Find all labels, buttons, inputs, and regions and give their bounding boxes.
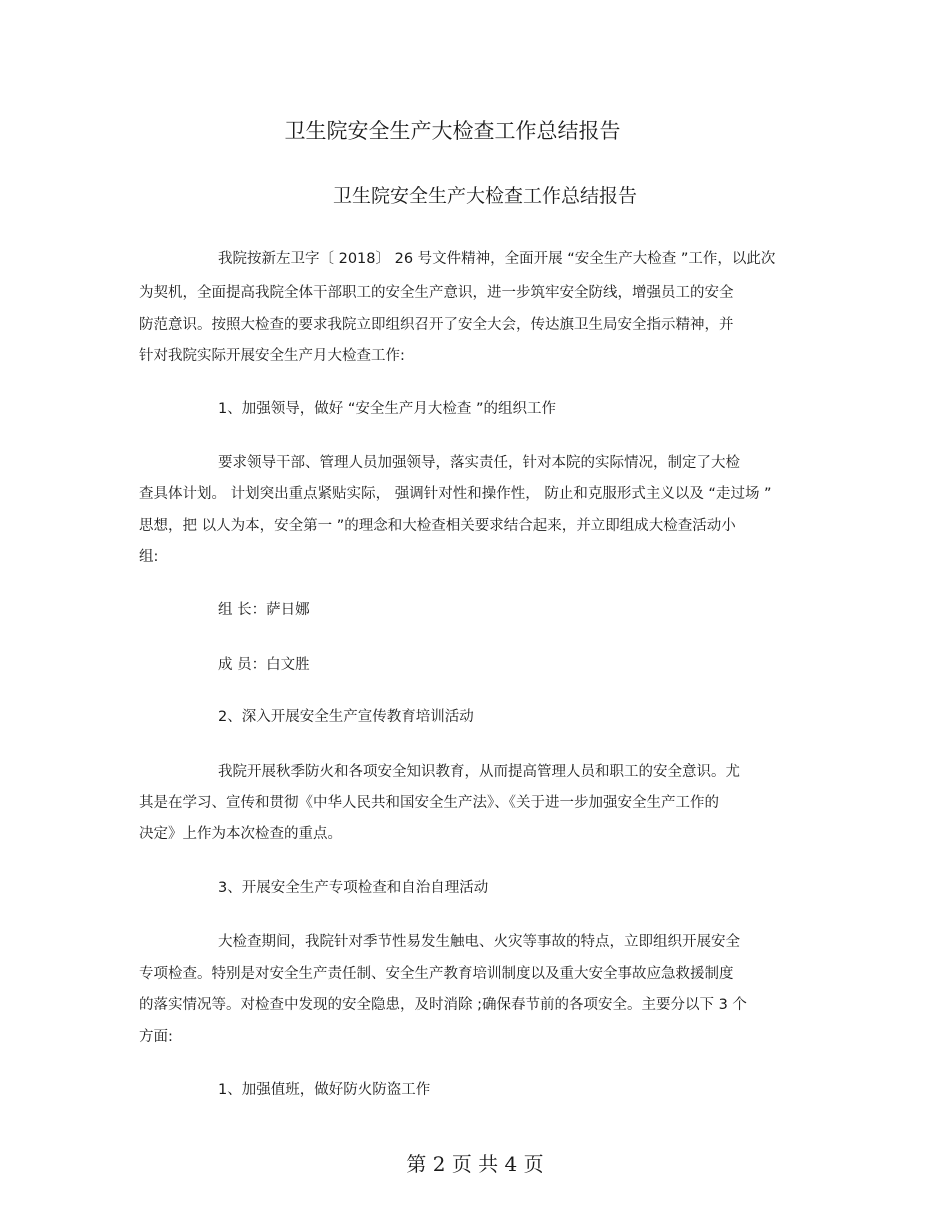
section-heading-4: 1、加强值班，做好防火防盗工作 xyxy=(218,1082,431,1098)
section-heading-3: 3、开展安全生产专项检查和自治自理活动 xyxy=(218,880,489,896)
paragraph-4-line-3: 的落实情况等。对检查中发现的安全隐患，及时消除 ;确保春节前的各项安全。主要分以下 3 个 xyxy=(139,997,747,1013)
group-member-line: 成 员：白文胜 xyxy=(218,657,310,673)
group-leader-line: 组 长：萨日娜 xyxy=(218,602,310,618)
document-subtitle: 卫生院安全生产大检查工作总结报告 xyxy=(332,185,637,207)
paragraph-1-line-3: 防范意识。按照大检查的要求我院立即组织召开了安全大会，传达旗卫生局安全指示精神，并 xyxy=(139,317,734,333)
paragraph-1-line-4: 针对我院实际开展安全生产月大检查工作: xyxy=(139,348,405,364)
paragraph-1-line-1: 我院按新左卫字〔 2018〕 26 号文件精神，全面开展 “安全生产大检查 ”工作，以此次 xyxy=(218,251,776,267)
section-heading-1: 1、加强领导，做好 “安全生产月大检查 ”的组织工作 xyxy=(218,401,556,417)
paragraph-4-line-1: 大检查期间，我院针对季节性易发生触电、火灾等事故的特点，立即组织开展安全 xyxy=(218,934,740,950)
section-heading-2: 2、深入开展安全生产宣传教育培训活动 xyxy=(218,709,474,725)
paragraph-3-line-3: 决定》上作为本次检查的重点。 xyxy=(139,826,342,842)
paragraph-2-line-4: 组: xyxy=(139,549,159,565)
paragraph-1-line-2: 为契机，全面提高我院全体干部职工的安全生产意识，进一步筑牢安全防线，增强员工的安全 xyxy=(139,285,734,301)
paragraph-4-line-2: 专项检查。特别是对安全生产责任制、安全生产教育培训制度以及重大安全事故应急救援制度 xyxy=(139,966,734,982)
paragraph-3-line-2: 其是在学习、宣传和贯彻《中华人民共和国安全生产法》、《关于进一步加强安全生产工作的 xyxy=(139,795,719,811)
paragraph-2-line-3: 思想，把 以人为本，安全第一 ”的理念和大检查相关要求结合起来，并立即组成大检查活动小 xyxy=(139,518,736,534)
paragraph-4-line-4: 方面: xyxy=(139,1029,173,1045)
page-number-footer: 第 2 页 共 4 页 xyxy=(406,1152,544,1176)
paragraph-2-line-1: 要求领导干部、管理人员加强领导，落实责任，针对本院的实际情况，制定了大检 xyxy=(218,455,740,471)
paragraph-2-line-2: 查具体计划。 计划突出重点紧贴实际， 强调针对性和操作性， 防止和克服形式主义以及 “走过场 ” xyxy=(139,486,772,502)
paragraph-3-line-1: 我院开展秋季防火和各项安全知识教育，从而提高管理人员和职工的安全意识。尤 xyxy=(218,764,740,780)
document-title: 卫生院安全生产大检查工作总结报告 xyxy=(284,119,621,143)
